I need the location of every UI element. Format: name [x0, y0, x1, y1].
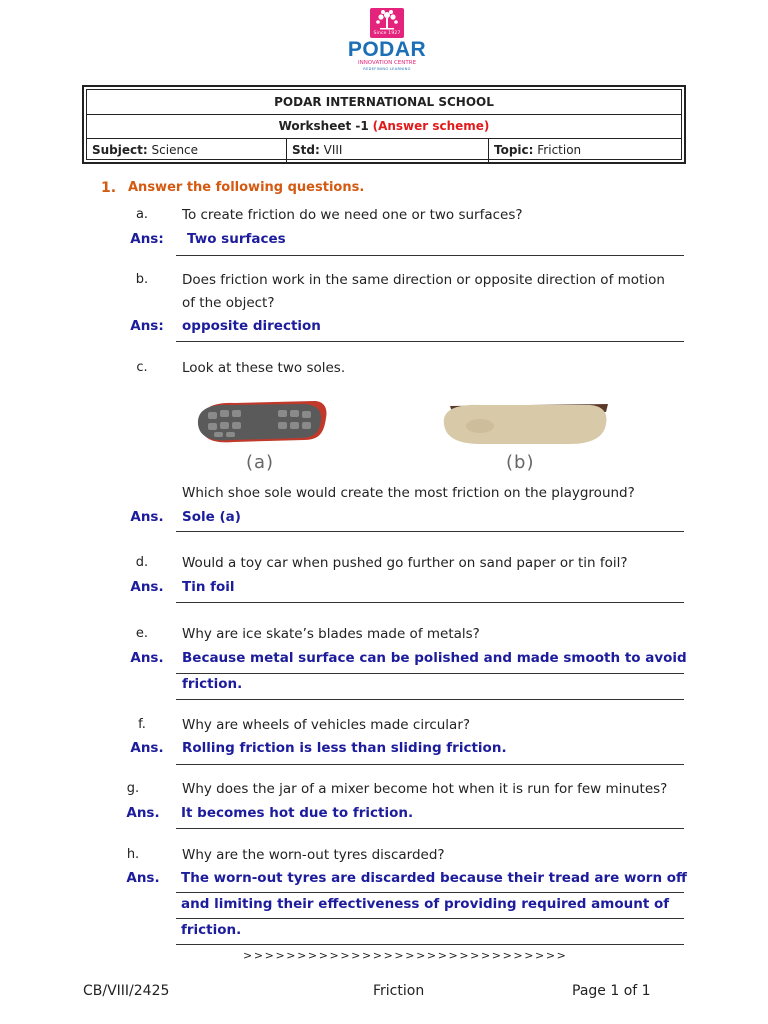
worksheet-title: Worksheet -1	[278, 119, 369, 133]
answer-text-cont: friction.	[182, 676, 243, 692]
topic-cell	[489, 138, 683, 162]
answer-rule	[176, 944, 684, 945]
answer-label: Ans:	[130, 318, 164, 334]
answer-label: Ans.	[126, 870, 160, 886]
logo-since: Since 1927	[373, 31, 401, 36]
section-title: Answer the following questions.	[128, 180, 365, 195]
question-letter: e.	[135, 626, 149, 641]
topic-value: Friction	[537, 143, 582, 157]
answer-scheme-label: (Answer scheme)	[372, 119, 490, 133]
topic-label: Topic:	[494, 143, 534, 157]
answer-label: Ans.	[130, 579, 164, 595]
answer-rule	[176, 892, 684, 893]
logo-wordmark: PODAR	[347, 38, 427, 61]
question-text: Does friction work in the same direction or opposite direction of motion	[182, 272, 665, 288]
answer-text: Rolling friction is less than sliding friction.	[182, 740, 507, 756]
footer-topic: Friction	[373, 983, 425, 999]
question-text: Look at these two soles.	[182, 360, 346, 376]
logo-tagline: REDEFINING LEARNING	[363, 67, 411, 71]
question-text: Why are ice skate’s blades made of metals?	[182, 626, 480, 642]
answer-rule	[176, 255, 684, 256]
details-row	[87, 138, 681, 162]
question-text: Why are wheels of vehicles made circular?	[182, 717, 471, 733]
answer-rule	[176, 699, 684, 700]
answer-rule	[176, 531, 684, 532]
answer-label: Ans.	[126, 805, 160, 821]
answer-text-cont: and limiting their effectiveness of providing required amount of	[181, 896, 670, 912]
school-name-row	[87, 90, 681, 115]
question-letter: h.	[126, 847, 140, 862]
question-letter: f.	[138, 717, 146, 732]
sole-b-label: (b)	[506, 452, 535, 473]
shoe-sole-a-icon	[194, 396, 328, 452]
answer-text: opposite direction	[182, 318, 321, 334]
question-letter: a.	[135, 207, 149, 222]
answer-label: Ans.	[130, 740, 164, 756]
answer-rule	[176, 341, 684, 342]
answer-rule	[176, 673, 684, 674]
sole-b-image	[440, 398, 610, 478]
answer-rule	[176, 918, 684, 919]
subject-label: Subject:	[92, 143, 148, 157]
answer-text-cont: friction.	[181, 922, 242, 938]
subject-cell	[87, 138, 286, 162]
footer-code: CB/VIII/2425	[83, 983, 170, 999]
logo-subtitle: INNOVATION CENTRE	[357, 60, 417, 66]
answer-text: It becomes hot due to friction.	[181, 805, 414, 821]
std-value: VIII	[323, 143, 343, 157]
question-text: Why are the worn-out tyres discarded?	[182, 847, 445, 863]
answer-label: Ans.	[130, 509, 164, 525]
answer-text: Two surfaces	[187, 231, 286, 247]
answer-rule	[176, 828, 684, 829]
answer-label: Ans:	[130, 231, 164, 247]
question-letter: d.	[135, 555, 149, 570]
header-table	[82, 85, 686, 164]
answer-text: Sole (a)	[182, 509, 241, 525]
question-text: Why does the jar of a mixer become hot when it is run for few minutes?	[182, 781, 668, 797]
answer-rule	[176, 602, 684, 603]
sole-a-image	[194, 396, 328, 476]
school-name: PODAR INTERNATIONAL SCHOOL	[274, 95, 494, 109]
answer-label: Ans.	[130, 650, 164, 666]
question-text: Would a toy car when pushed go further on sand paper or tin foil?	[182, 555, 628, 571]
std-cell	[287, 138, 488, 162]
question-text: Which shoe sole would create the most friction on the playground?	[182, 485, 635, 501]
shoe-sole-b-icon	[440, 398, 610, 448]
question-text-cont: of the object?	[182, 295, 275, 311]
answer-text: Because metal surface can be polished and made smooth to avoid	[182, 650, 687, 666]
question-text: To create friction do we need one or two surfaces?	[182, 207, 523, 223]
std-label: Std:	[292, 143, 320, 157]
answer-rule	[176, 764, 684, 765]
subject-value: Science	[151, 143, 199, 157]
question-letter: g.	[126, 781, 140, 796]
school-logo	[346, 8, 428, 74]
question-letter: b.	[135, 272, 149, 287]
footer-page-number: Page 1 of 1	[572, 983, 651, 999]
section-number: 1.	[101, 180, 117, 196]
sole-a-label: (a)	[246, 452, 275, 473]
answer-text: Tin foil	[182, 579, 235, 595]
answer-text: The worn-out tyres are discarded because their tread are worn off	[181, 870, 687, 886]
worksheet-row	[87, 114, 681, 139]
question-letter: c.	[136, 360, 148, 375]
end-marker: >>>>>>>>>>>>>>>>>>>>>>>>>>>>>>	[243, 949, 568, 962]
